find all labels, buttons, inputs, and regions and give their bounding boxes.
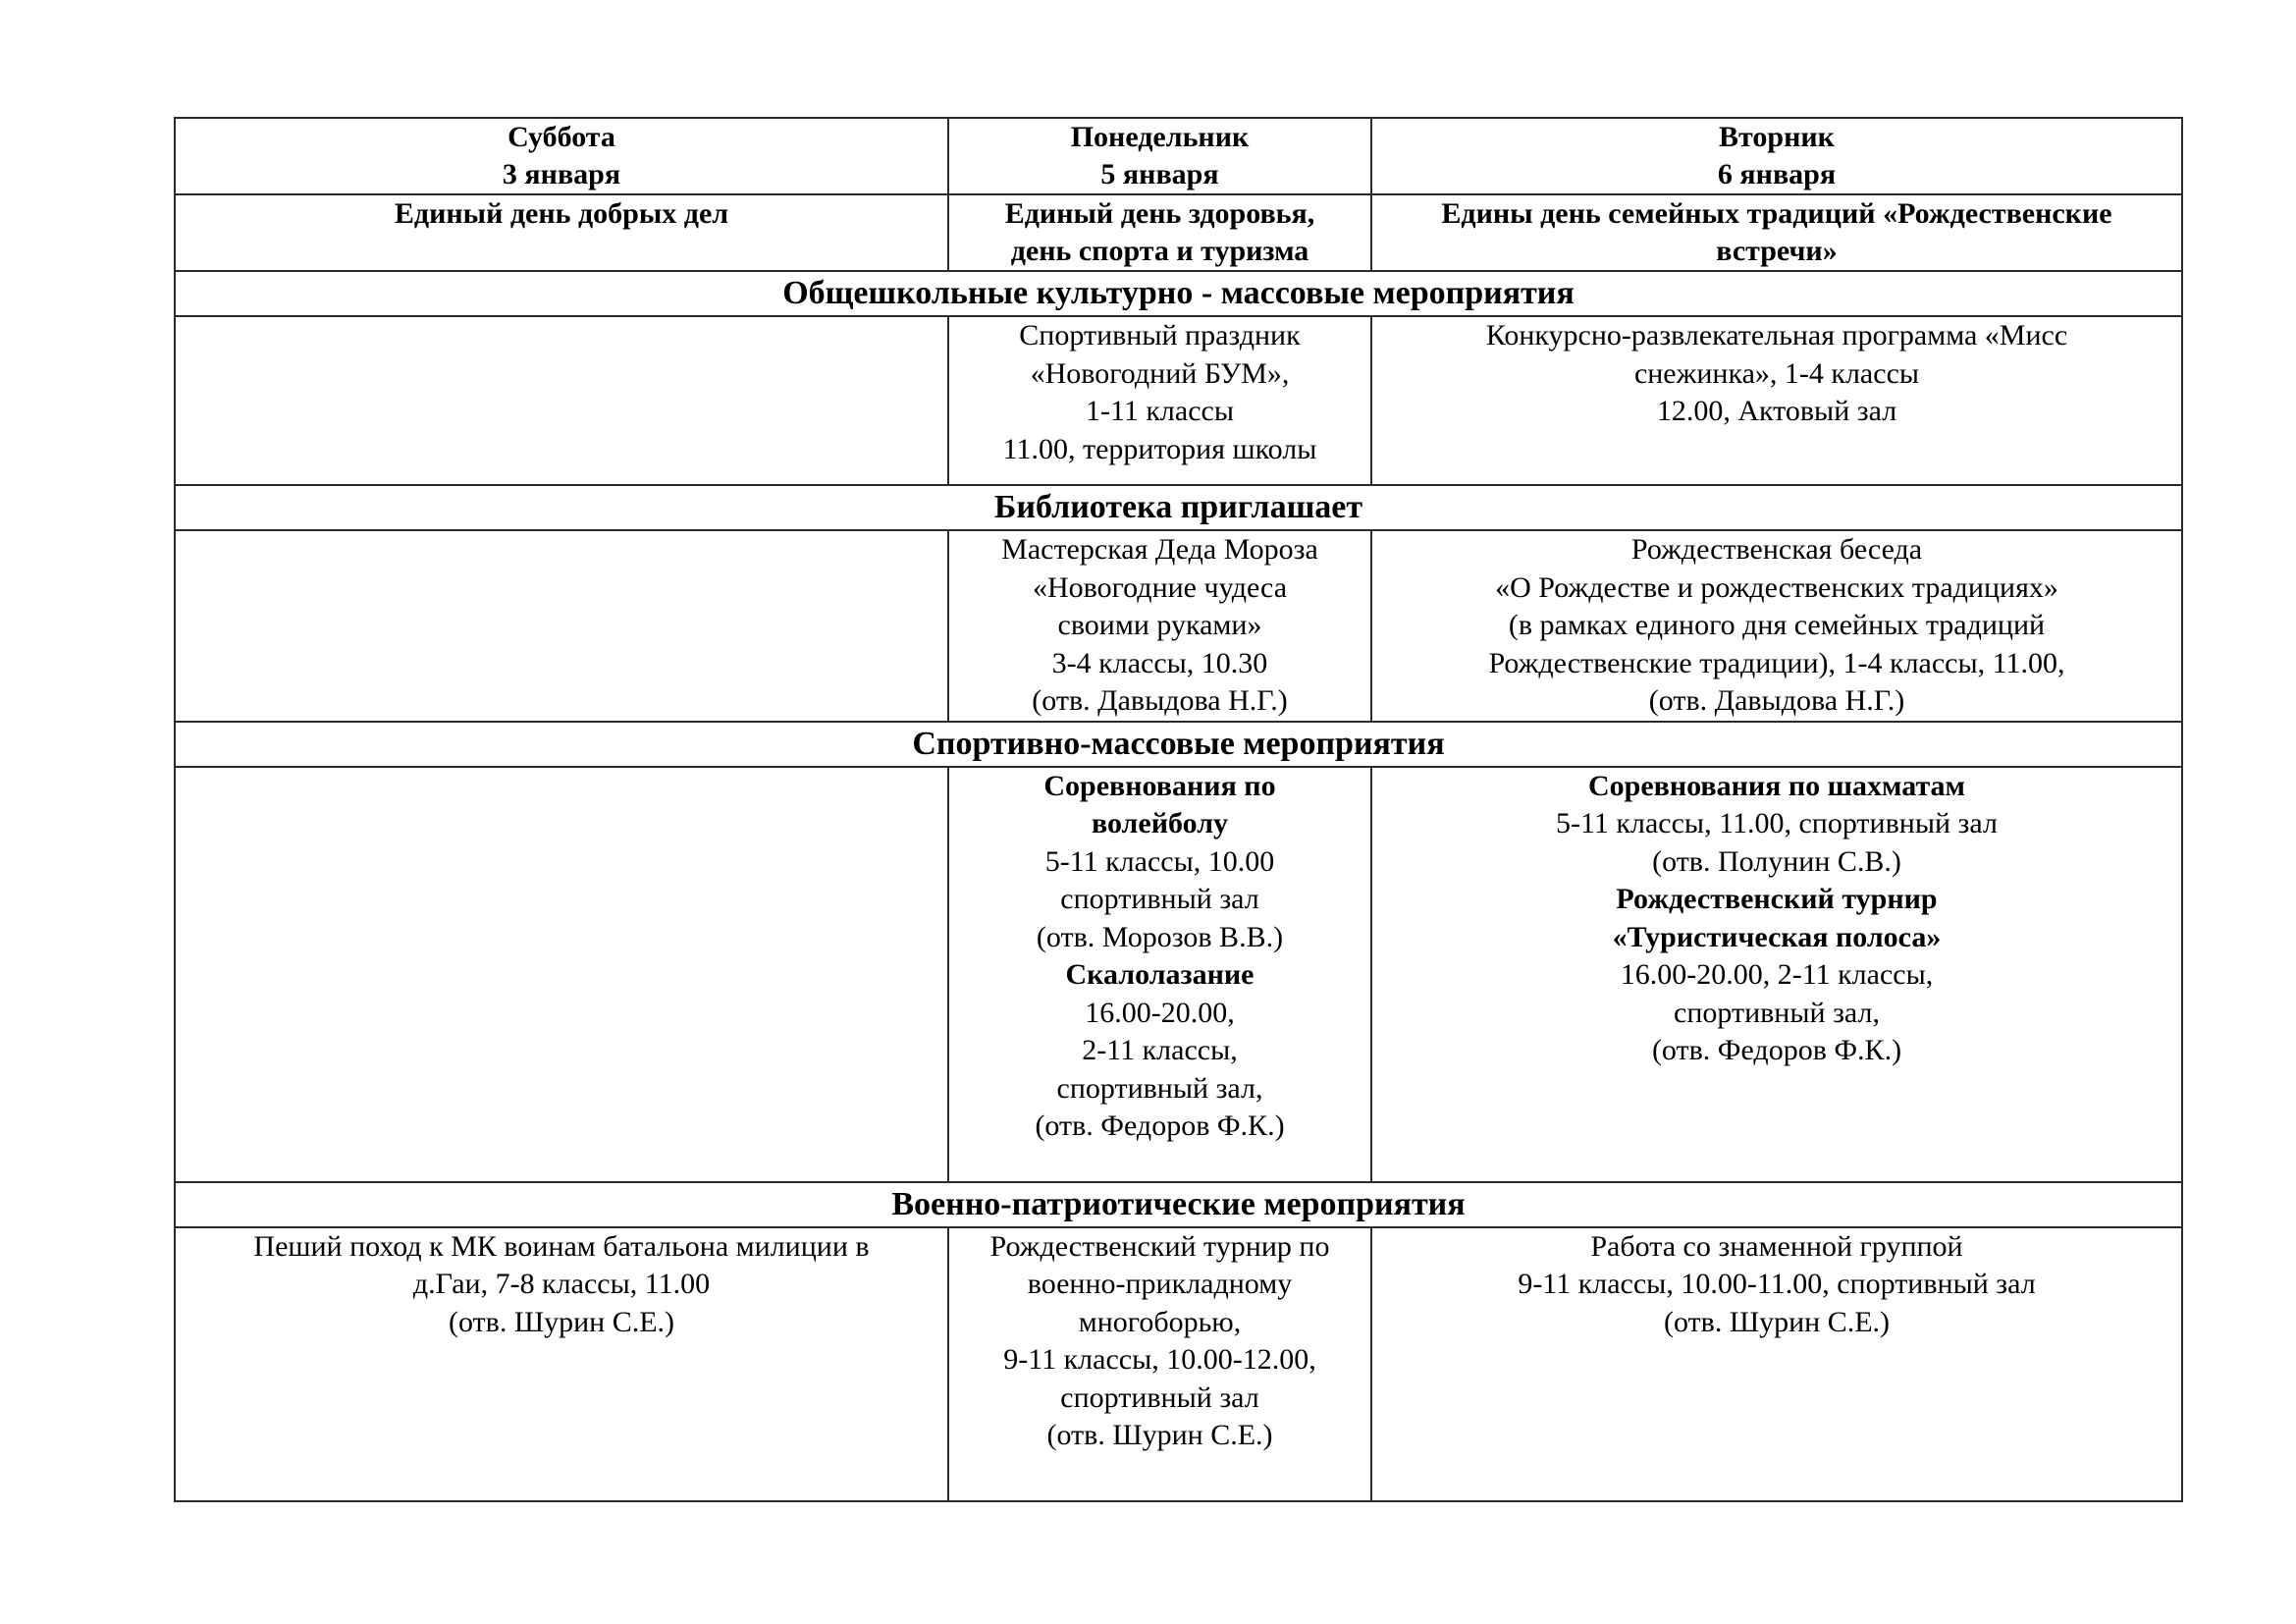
event-detail-line: «Новогодний БУМ», xyxy=(1030,356,1290,390)
weekday-label: Вторник xyxy=(1719,121,1835,153)
holiday-schedule-table xyxy=(174,117,2183,1502)
day-header-monday xyxy=(948,118,1371,194)
event-detail-line: Работа со знаменной группой xyxy=(1590,1229,1963,1263)
event-cell xyxy=(948,316,1371,485)
event-detail-line: (отв. Шурин С.Е.) xyxy=(1663,1305,1891,1338)
event-detail-line: «О Рождестве и рождественских традициях» xyxy=(1495,570,2058,604)
day-header-tuesday xyxy=(1371,118,2182,194)
event-detail-line: 5-11 классы, 11.00, спортивный зал xyxy=(1556,807,1998,839)
theme-label: Единый день здоровья, xyxy=(1004,197,1315,230)
event-cell xyxy=(175,530,948,722)
event-detail-line: (отв. Полунин С.В.) xyxy=(1652,844,1901,878)
event-detail-line: спортивный зал, xyxy=(1674,996,1880,1029)
event-detail-line: своими руками» xyxy=(1057,609,1262,641)
event-detail-line: (в рамках единого дня семейных традиций xyxy=(1508,609,2046,641)
events-row-sport xyxy=(175,767,2182,1182)
section-heading-row xyxy=(175,485,2182,530)
theme-label: день спорта и туризма xyxy=(1010,235,1309,267)
events-row-military xyxy=(175,1227,2182,1501)
event-cell xyxy=(1371,767,2182,1182)
day-theme-tuesday xyxy=(1371,194,2182,271)
theme-label: Едины день семейных традиций «Рождественские xyxy=(1441,197,2112,230)
event-detail-line: военно-прикладному xyxy=(1027,1268,1293,1300)
event-detail-line: (отв. Шурин С.Е.) xyxy=(448,1305,675,1338)
day-header-row xyxy=(175,118,2182,194)
event-detail-line: 2-11 классы, xyxy=(1082,1034,1238,1066)
event-detail-line: спортивный зал xyxy=(1060,1380,1259,1414)
event-detail-line: (отв. Давыдова Н.Г.) xyxy=(1032,684,1288,717)
weekday-label: Суббота xyxy=(507,121,615,153)
date-label: 6 января xyxy=(1717,158,1837,190)
event-detail-line: (отв. Федоров Ф.К.) xyxy=(1035,1110,1285,1142)
event-title: Скалолазание xyxy=(1065,958,1255,991)
event-detail-line: 9-11 классы, 10.00-11.00, спортивный зал xyxy=(1518,1268,2036,1300)
event-detail-line: 16.00-20.00, 2-11 классы, xyxy=(1620,958,1934,991)
section-heading-military: Военно-патриотические мероприятия xyxy=(175,1182,2182,1227)
day-header-saturday xyxy=(175,118,948,194)
section-heading-row xyxy=(175,271,2182,316)
event-detail-line: Пеший поход к МК воинам батальона милиции в xyxy=(253,1229,870,1263)
event-detail-line: 12.00, Актовый зал xyxy=(1656,395,1897,427)
event-detail-line: Рождественская беседа xyxy=(1630,533,1923,566)
date-label: 3 января xyxy=(502,158,621,190)
event-detail-line: спортивный зал, xyxy=(1056,1071,1263,1105)
event-detail-line: (отв. Морозов В.В.) xyxy=(1036,920,1284,953)
day-theme-saturday xyxy=(175,194,948,271)
event-cell xyxy=(948,530,1371,722)
event-title: «Туристическая полоса» xyxy=(1612,920,1942,953)
events-row-library xyxy=(175,530,2182,722)
event-detail-line: 1-11 классы xyxy=(1085,395,1235,427)
event-detail-line: «Новогодние чудеса xyxy=(1032,570,1288,604)
event-detail-line: д.Гаи, 7-8 классы, 11.00 xyxy=(412,1268,711,1300)
event-title: волейболу xyxy=(1091,807,1229,839)
event-detail-line: (отв. Шурин С.Е.) xyxy=(1046,1419,1273,1451)
weekday-label: Понедельник xyxy=(1070,121,1250,153)
section-heading-sport: Спортивно-массовые мероприятия xyxy=(175,722,2182,767)
event-title: Соревнования по xyxy=(1043,769,1276,802)
event-detail-line: Конкурсно-развлекательная программа «Мисс xyxy=(1485,319,2068,352)
event-cell xyxy=(948,1227,1371,1501)
event-cell xyxy=(1371,316,2182,485)
event-cell xyxy=(175,316,948,485)
section-heading-culture: Общешкольные культурно - массовые мероприятия xyxy=(175,271,2182,316)
event-detail-line: 11.00, территория школы xyxy=(1002,432,1317,465)
event-detail-line: 9-11 классы, 10.00-12.00, xyxy=(1003,1343,1316,1376)
event-detail-line: многоборью, xyxy=(1078,1305,1242,1338)
event-detail-line: спортивный зал xyxy=(1060,883,1259,915)
event-detail-line: (отв. Давыдова Н.Г.) xyxy=(1648,684,1905,717)
section-heading-row xyxy=(175,722,2182,767)
event-title: Соревнования по шахматам xyxy=(1587,769,1965,802)
date-label: 5 января xyxy=(1100,158,1219,190)
event-detail-line: (отв. Федоров Ф.К.) xyxy=(1651,1034,1902,1066)
day-theme-monday xyxy=(948,194,1371,271)
events-row-culture xyxy=(175,316,2182,485)
event-detail-line: 3-4 классы, 10.30 xyxy=(1051,646,1268,679)
section-heading-library: Библиотека приглашает xyxy=(175,485,2182,530)
section-heading-row xyxy=(175,1182,2182,1227)
event-detail-line: Мастерская Деда Мороза xyxy=(1001,533,1318,566)
event-cell xyxy=(175,1227,948,1501)
event-detail-line: 16.00-20.00, xyxy=(1085,996,1235,1029)
event-detail-line: 5-11 классы, 10.00 xyxy=(1044,844,1275,878)
event-cell xyxy=(1371,530,2182,722)
event-detail-line: Рождественские традиции), 1-4 классы, 11.00, xyxy=(1488,646,2065,679)
event-title: Рождественский турнир xyxy=(1616,883,1938,915)
event-cell xyxy=(948,767,1371,1182)
theme-label: Единый день добрых дел xyxy=(394,197,729,230)
day-theme-row xyxy=(175,194,2182,271)
event-detail-line: Спортивный праздник xyxy=(1019,319,1301,352)
theme-label: встречи» xyxy=(1716,235,1838,267)
event-cell xyxy=(175,767,948,1182)
event-detail-line: снежинка», 1-4 классы xyxy=(1633,356,1920,390)
event-cell xyxy=(1371,1227,2182,1501)
event-detail-line: Рождественский турнир по xyxy=(989,1229,1330,1263)
